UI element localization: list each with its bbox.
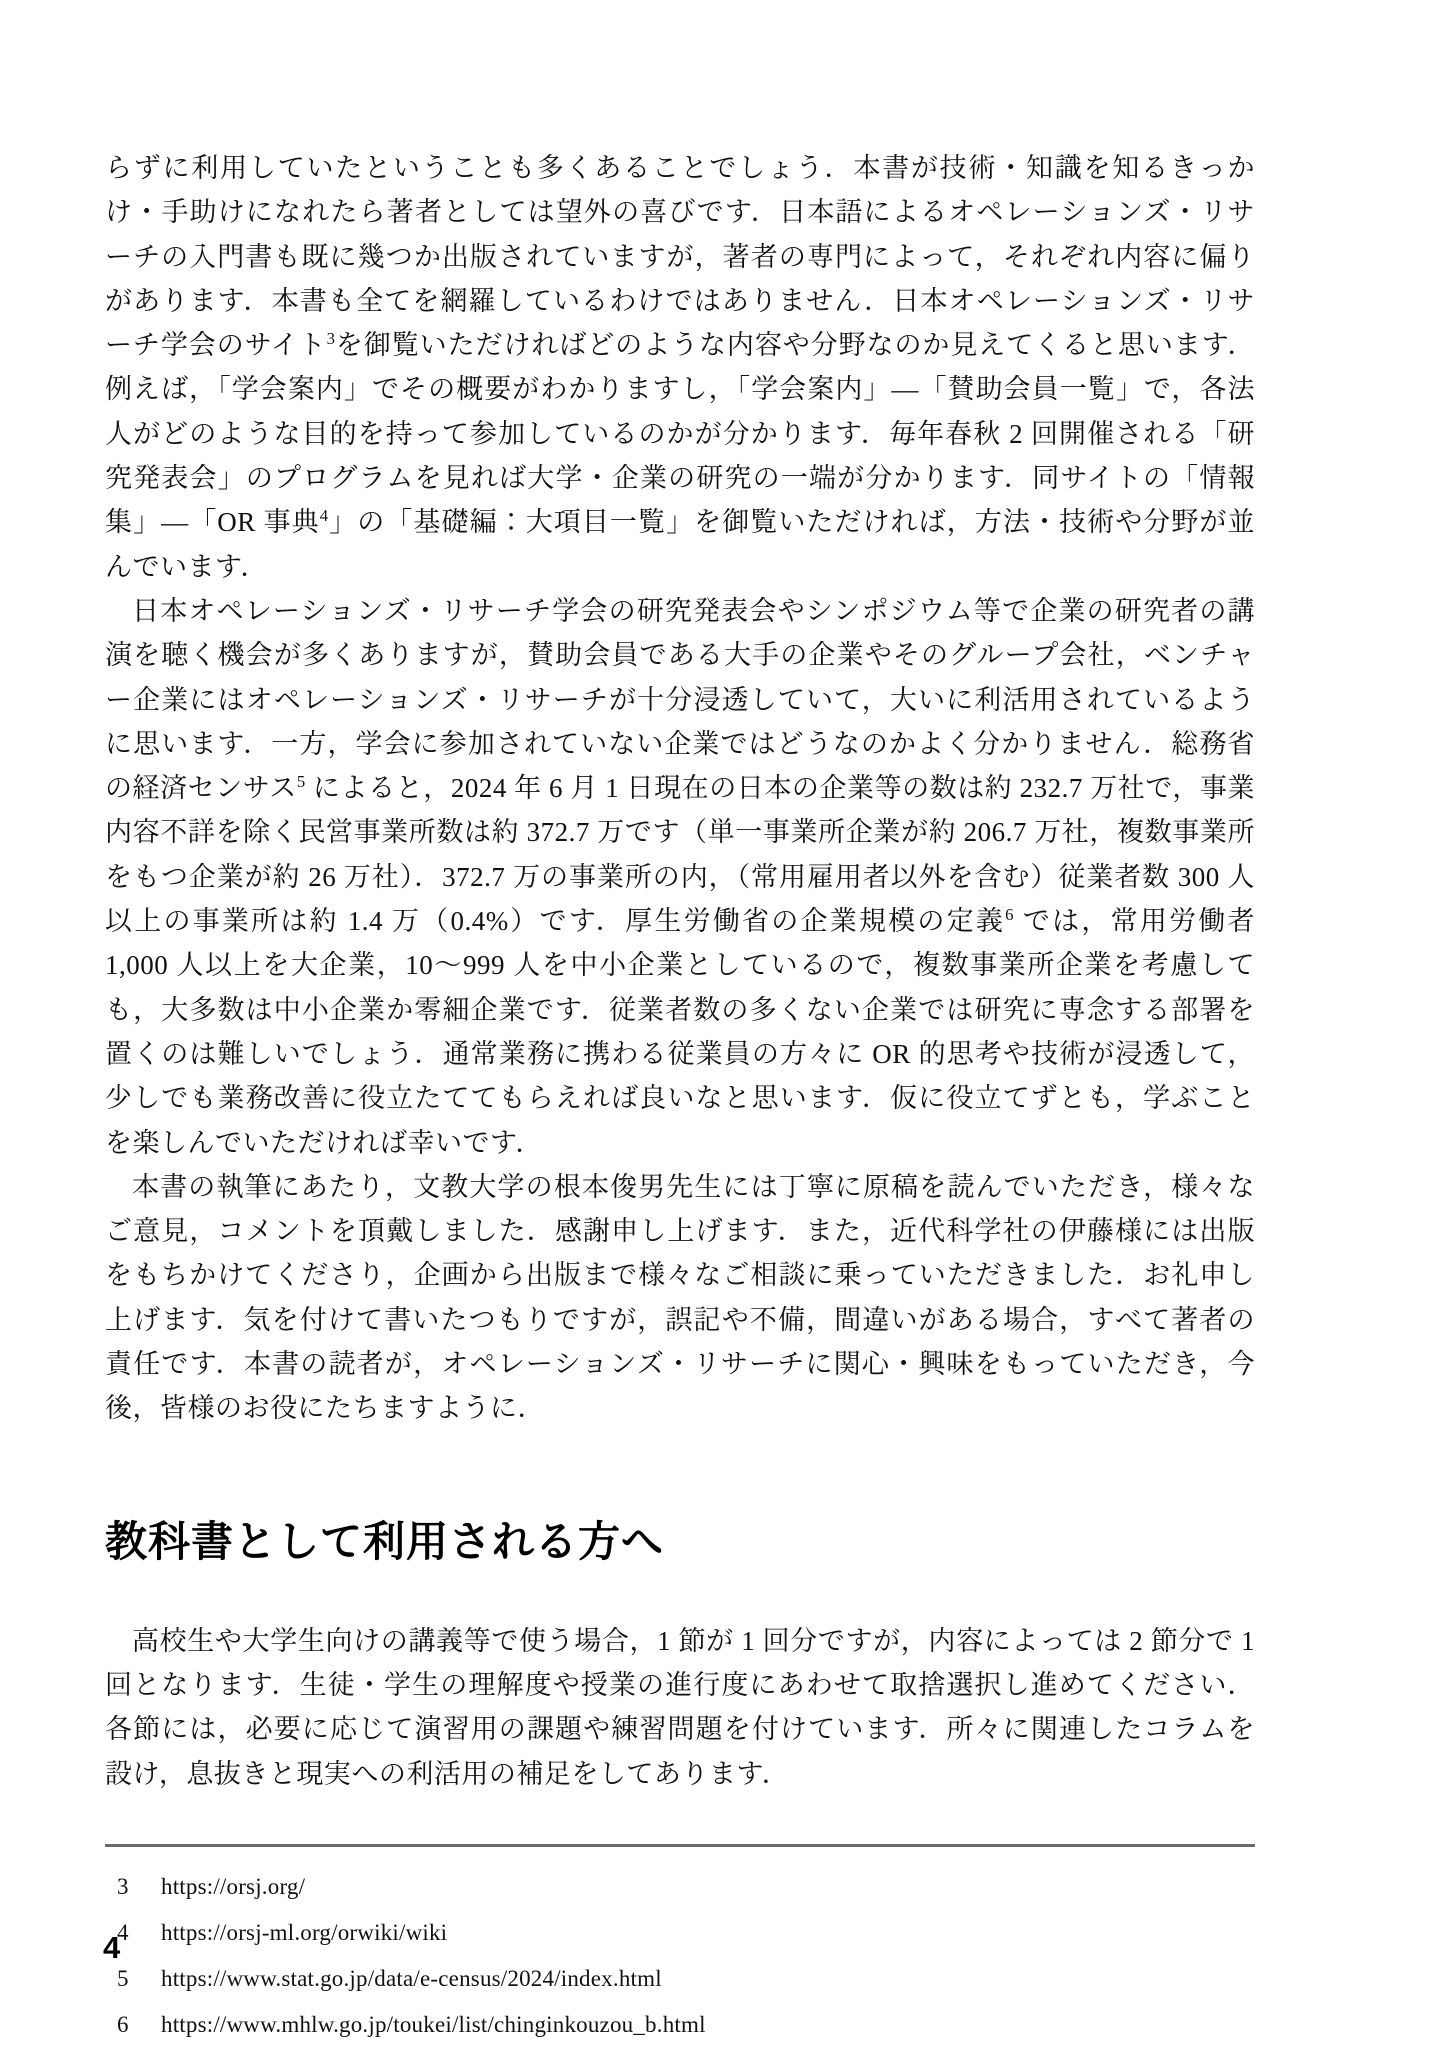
- page-content: [105, 146, 1255, 2053]
- paragraph: らずに利用していたということも多くあることでしょう．本書が技術・知識を知るきっかけ・手助けになれたら著者としては望外の喜びです．日本語によるオペレーションズ・リサーチの入門書も既に幾つか出版されていますが，著者の専門によって，それぞれ内容に偏りがあります．本書も全てを網羅しているわけではありません．日本オペレーションズ・リサーチ学会のサイト$^3$を御覧いただければどのような内容や分野なのか見えてくると思います．例えば，「学会案内」でその概要がわかりますし，「学会案内」―「賛助会員一覧」で，各法人がどのような目的を持って参加しているのかが分かります．毎年春秋 2 回開催される「研究発表会」のプログラムを見れば大学・企業の研究の一端が分かります．同サイトの「情報集」―「OR 事典$^4$」の「基礎編：大項目一覧」を御覧いただければ，方法・技術や分野が並んでいます．: [105, 153, 1255, 582]
- section-body: [105, 1619, 1255, 1796]
- footnote-marker: 6: [1005, 905, 1014, 925]
- footnote-url: https://orsj-ml.org/orwiki/wiki: [161, 1919, 448, 1945]
- footnote-divider: [105, 1844, 1255, 1847]
- footnotes: [105, 1869, 1255, 2043]
- footnote: [105, 1915, 1255, 1951]
- footnote: [105, 2007, 1255, 2043]
- footnote-url: https://orsj.org/: [161, 1873, 306, 1899]
- footnote-marker: 4: [319, 506, 329, 526]
- footnote-number: 4: [117, 1919, 129, 1945]
- footnote: [105, 1869, 1255, 1905]
- paragraph: 日本オペレーションズ・リサーチ学会の研究発表会やシンポジウム等で企業の研究者の講演を聴く機会が多くありますが，賛助会員である大手の企業やそのグループ会社，ベンチャー企業にはオペレーションズ・リサーチが十分浸透していて，大いに利活用されているように思います．一方，学会に参加されていない企業ではどうなのかよく分かりません．総務省の経済センサス$^5$ によると，2024 年 6 月 1 日現在の日本の企業等の数は約 232.7 万社で，事業内容不詳を除く民営事業所数は約 372.7 万です（単一事業所企業が約 206.7 万社，複数事業所をもつ企業が約 26 万社）．372.7 万の事業所の内，（常用雇用者以外を含む）従業者数 300 人以上の事業所は約 1.4 万（0.4%）です．厚生労働省の企業規模の定義$^6$ では，常用労働者 1,000 人以上を大企業，10〜999 人を中小企業としているので，複数事業所企業を考慮しても，大多数は中小企業か零細企業です．従業者数の多くない企業では研究に専念する部署を置くのは難しいでしょう．通常業務に携わる従業員の方々に OR 的思考や技術が浸透して，少しでも業務改善に役立たててもらえれば良いなと思います．仮に役立てずとも，学ぶことを楽しんでいただければ幸いです．: [105, 595, 1256, 1158]
- footnote-url: https://www.stat.go.jp/data/e-census/2024/index.html: [161, 1965, 662, 1991]
- footnote-marker: 5: [296, 772, 306, 792]
- footnote-number: 6: [117, 2011, 129, 2037]
- page-number: 4: [103, 1930, 121, 1965]
- preface-body: [105, 146, 1255, 1431]
- footnote-marker: 3: [326, 329, 336, 349]
- section-heading: 教科書として利用される方へ: [105, 1517, 665, 1565]
- paragraph: 高校生や大学生向けの講義等で使う場合，1 節が 1 回分ですが，内容によっては 2 節分で 1 回となります．生徒・学生の理解度や授業の進行度にあわせて取捨選択し進めてください．各節には，必要に応じて演習用の課題や練習問題を付けています．所々に関連したコラムを設け，息抜きと現実への利活用の補足をしてあります．: [105, 1625, 1255, 1789]
- footnote-number: 5: [117, 1965, 129, 1991]
- footnote-number: 3: [117, 1873, 129, 1899]
- footnote: [105, 1961, 1255, 1997]
- footnote-url: https://www.mhlw.go.jp/toukei/list/chinginkouzou_b.html: [161, 2011, 706, 2037]
- paragraph: 本書の執筆にあたり，文教大学の根本俊男先生には丁寧に原稿を読んでいただき，様々なご意見，コメントを頂戴しました．感謝申し上げます．また，近代科学社の伊藤様には出版をもちかけてくださり，企画から出版まで様々なご相談に乗っていただきました．お礼申し上げます．気を付けて書いたつもりですが，誤記や不備，間違いがある場合，すべて著者の責任です．本書の読者が，オペレーションズ・リサーチに関心・興味をもっていただき，今後，皆様のお役にたちますように．: [105, 1171, 1255, 1424]
